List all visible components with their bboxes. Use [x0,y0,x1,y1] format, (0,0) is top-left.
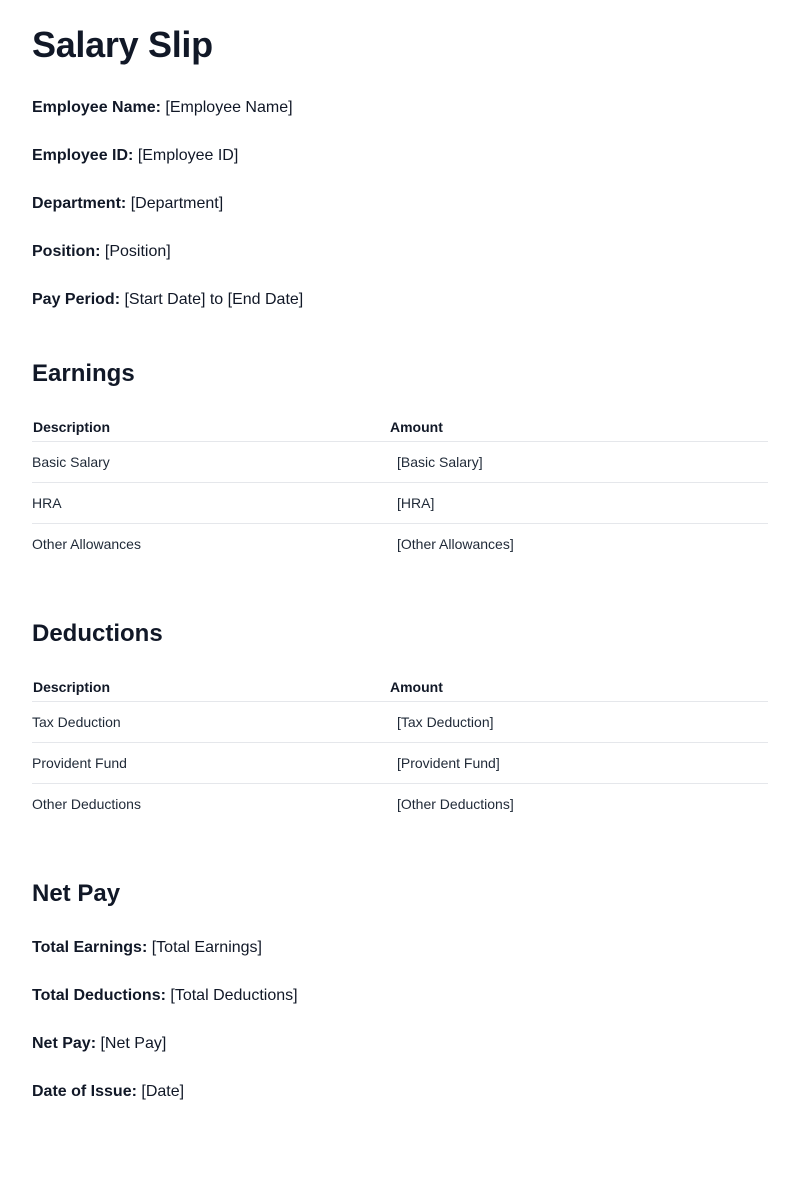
field-value: [Total Earnings] [151,939,262,956]
table-header-row [32,678,768,702]
table-row [32,524,768,565]
earnings-title: Earnings [32,360,135,387]
row-description: HRA [32,483,390,524]
row-description: Basic Salary [32,442,390,483]
row-amount: [HRA] [390,483,768,524]
field-value: [Net Pay] [100,1035,167,1052]
field-value: [Employee ID] [137,147,239,164]
row-amount: [Basic Salary] [390,442,768,483]
field-value: [Start Date] to [End Date] [124,291,304,308]
row-description: Provident Fund [32,743,390,784]
field-label: Position: [32,243,101,260]
row-amount: [Other Deductions] [397,796,514,812]
deductions-title: Deductions [32,620,163,647]
deductions-table [32,678,768,824]
field-value: [Date] [141,1083,185,1100]
pay-period-field [32,290,768,310]
table-header-row [32,418,768,442]
employee-info [32,98,768,310]
description-header: Description [32,678,390,702]
earnings-section [32,360,768,564]
amount-header: Amount [390,678,768,702]
table-row [32,743,768,784]
deductions-section [32,620,768,824]
field-label: Total Earnings: [32,939,148,956]
net-pay-title: Net Pay [32,880,121,907]
table-row [32,784,768,825]
page-title: Salary Slip [32,24,213,65]
field-label: Employee ID: [32,147,134,164]
row-amount: [Other Allowances] [397,536,514,552]
department-field [32,194,768,214]
amount-header: Amount [390,418,768,442]
field-label: Date of Issue: [32,1083,137,1100]
position-field [32,242,768,262]
field-value: [Department] [130,195,224,212]
field-value: [Employee Name] [165,99,293,116]
table-row [32,702,768,743]
field-label: Employee Name: [32,99,161,116]
row-amount: [Provident Fund] [390,743,768,784]
table-row [32,442,768,483]
employee-name-field [32,98,768,118]
net-pay-section [32,880,768,1102]
field-label: Pay Period: [32,291,121,308]
field-label: Department: [32,195,127,212]
employee-id-field [32,146,768,166]
date-of-issue-field [32,1082,768,1102]
net-pay-field [32,1034,768,1054]
table-row [32,483,768,524]
row-description: Tax Deduction [32,702,390,743]
field-value: [Total Deductions] [170,987,298,1004]
row-description: Other Deductions [32,796,141,812]
total-earnings-field [32,938,768,958]
row-amount: [Tax Deduction] [390,702,768,743]
earnings-table [32,418,768,564]
description-header: Description [32,418,390,442]
field-label: Total Deductions: [32,987,166,1004]
field-label: Net Pay: [32,1035,97,1052]
field-value: [Position] [104,243,171,260]
total-deductions-field [32,986,768,1006]
row-description: Other Allowances [32,536,141,552]
